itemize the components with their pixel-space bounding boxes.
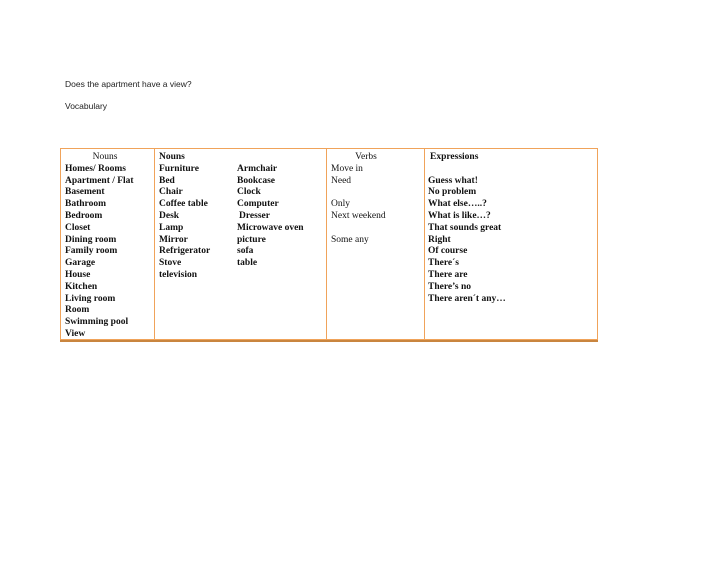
list-item: table: [237, 258, 258, 269]
list-item: Armchair: [237, 163, 278, 174]
list-item: Living room: [65, 293, 116, 304]
list-item: Apartment / Flat: [65, 175, 134, 186]
list-item: Dining room: [65, 234, 117, 245]
list-item: Microwave oven: [237, 222, 304, 233]
list-item: There´s: [428, 258, 459, 269]
list-item: There aren´t any…: [428, 293, 506, 304]
expressions-heading: Expressions: [430, 152, 479, 162]
list-item: sofa: [237, 246, 254, 257]
list-item: Some any: [331, 234, 369, 245]
list-item: Bookcase: [237, 175, 275, 186]
list-item: [331, 187, 429, 199]
list-item: Only: [331, 199, 350, 210]
list-item: Right: [428, 234, 451, 245]
nouns-heading: Nouns: [92, 152, 118, 162]
list-item: Need: [331, 175, 352, 186]
vocabulary-heading: Vocabulary: [65, 101, 108, 111]
list-item: Chair: [159, 187, 183, 198]
list-item: Move in: [331, 163, 363, 174]
list-item: View: [65, 328, 86, 339]
list-item: Kitchen: [65, 281, 98, 292]
list-item: television: [159, 269, 197, 280]
nouns-heading: Nouns: [159, 152, 185, 162]
list-item: Bed: [159, 175, 175, 186]
list-item: Dresser: [239, 210, 270, 221]
nouns-column-rooms: [61, 149, 158, 339]
list-item: Desk: [159, 210, 180, 221]
list-item: [428, 164, 601, 176]
list-item: Lamp: [159, 222, 184, 233]
list-item: Clock: [237, 187, 261, 198]
list-item: Stove: [159, 258, 182, 269]
list-item: Garage: [65, 258, 96, 269]
list-item: What else…..?: [428, 199, 487, 210]
verbs-column: [326, 149, 429, 339]
nouns-column-furniture: [154, 149, 331, 339]
list-item: Homes/ Rooms: [65, 163, 126, 174]
list-item: No problem: [428, 187, 477, 198]
list-item: What is like…?: [428, 210, 491, 221]
list-item: picture: [237, 234, 266, 245]
list-item: Swimming pool: [65, 317, 129, 328]
list-item: There are: [428, 269, 468, 280]
list-item: Guess what!: [428, 175, 478, 186]
list-item: Mirror: [159, 234, 188, 245]
list-item: Room: [65, 305, 90, 316]
vocabulary-table: [60, 148, 598, 340]
list-item: Closet: [65, 222, 91, 233]
list-item: Bedroom: [65, 210, 103, 221]
list-item: Bathroom: [65, 199, 106, 210]
list-item: Basement: [65, 187, 105, 198]
question-text: Does the apartment have a view?: [65, 79, 192, 89]
list-item: That sounds great: [428, 222, 502, 233]
verbs-heading: Verbs: [355, 152, 377, 162]
expressions-column: [424, 149, 601, 339]
furniture-list-b: [237, 152, 304, 270]
list-item: Family room: [65, 246, 118, 257]
list-item: Coffee table: [159, 199, 208, 210]
list-item: Furniture: [159, 163, 199, 174]
list-item: House: [65, 269, 91, 280]
list-item: Computer: [237, 199, 279, 210]
list-item: Of course: [428, 246, 468, 257]
list-item: [331, 223, 429, 235]
list-item: There’s no: [428, 281, 472, 292]
list-item: Next weekend: [331, 210, 386, 221]
list-item: Refrigerator: [159, 246, 211, 257]
furniture-list-a: [159, 152, 210, 282]
